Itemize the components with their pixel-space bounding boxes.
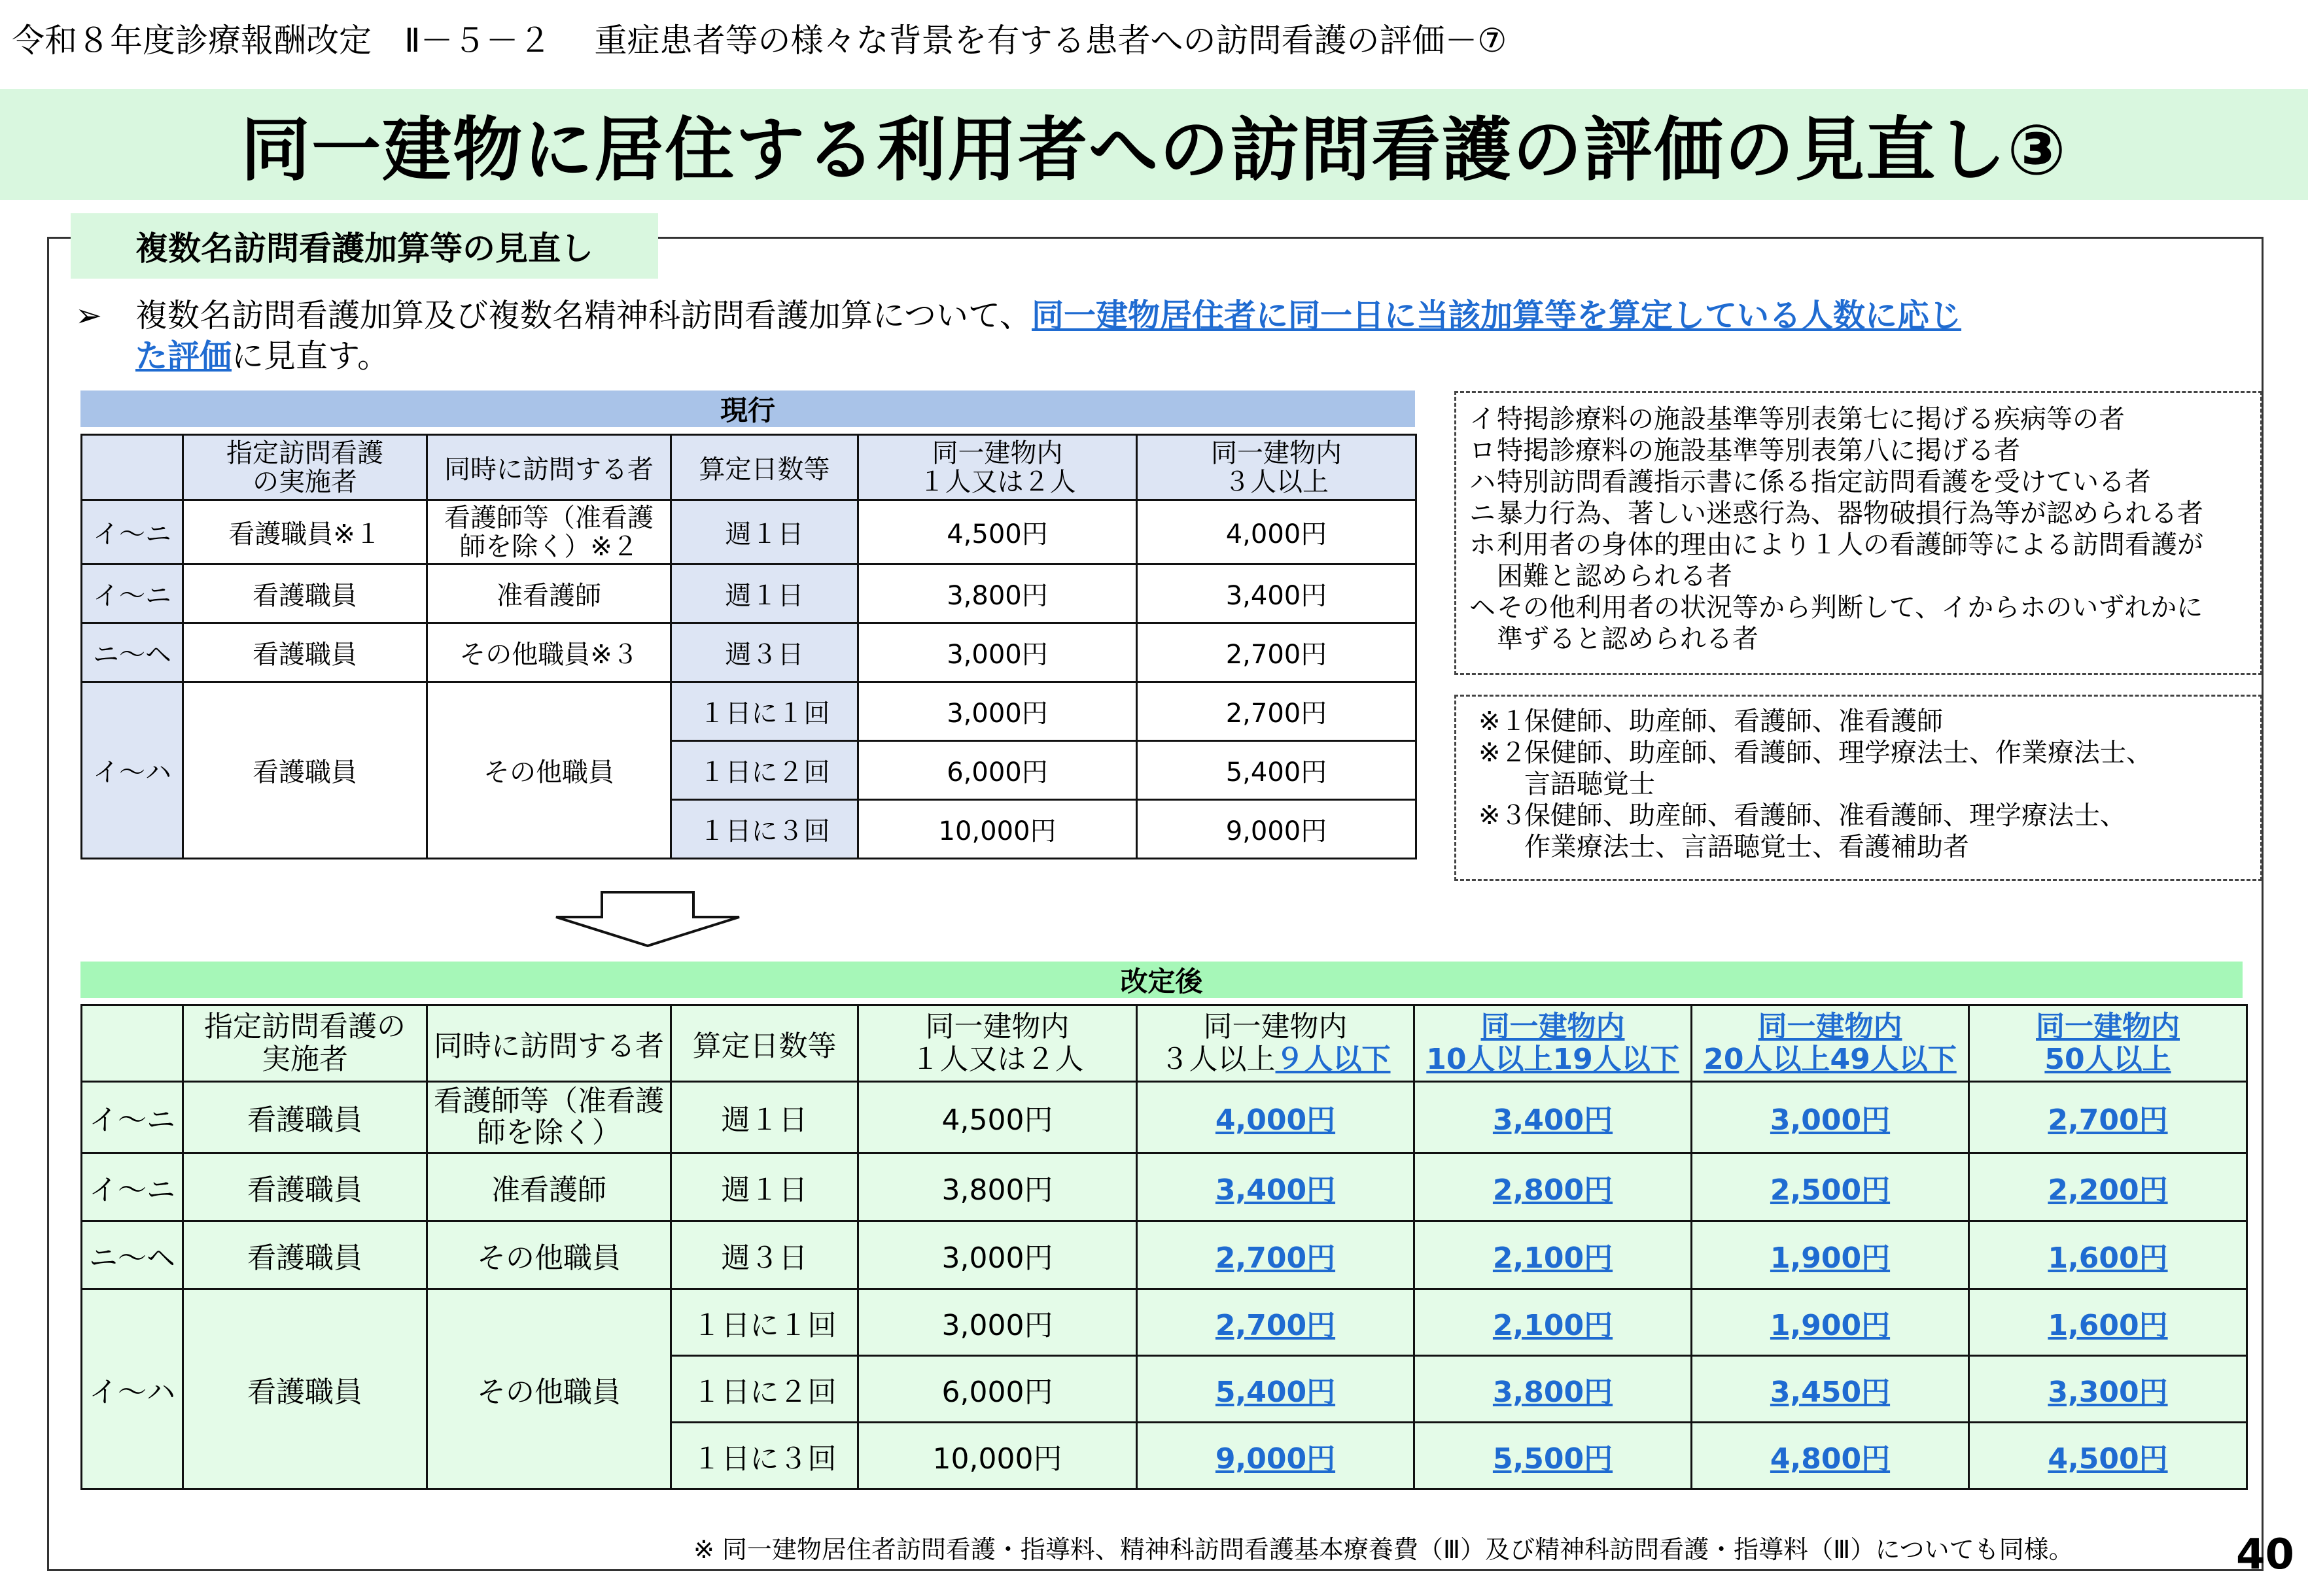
table-row [82,1082,2247,1153]
legend-text: 特掲診療料の施設基準等別表第七に掲げる疾病等の者 [1497,404,2125,434]
page-title: 同一建物に居住する利用者への訪問看護の評価の見直し③ [241,110,2067,190]
fee-cell: 3,400円 [1137,564,1416,623]
fee-cell: 4,500円 [858,500,1137,564]
provider-cell: 看護職員 [183,564,427,623]
header-10-to-19: 同一建物内 10人以上19人以下 [1414,1005,1692,1082]
fee-cell: 2,100円 [1414,1289,1692,1356]
group-cell: イ～ニ [82,1082,183,1153]
group-cell: イ～ハ [82,682,183,859]
table-header-row [82,1005,2247,1082]
companion-cell: その他職員※３ [427,623,671,682]
fee-cell: 10,000円 [858,1423,1137,1489]
staff-note [1456,737,2260,800]
frequency-cell: １日に２回 [671,1356,858,1423]
provider-cell: 看護職員※１ [183,500,427,564]
note-key: ※１ [1478,706,1527,737]
section-label: 複数名訪問看護加算等の見直し [71,213,658,279]
provider-cell: 看護職員 [183,1289,427,1489]
table-row [82,564,1416,623]
frequency-cell: 週３日 [671,1221,858,1289]
companion-cell: 准看護師 [427,1153,671,1221]
group-cell: ニ～ヘ [82,1221,183,1289]
header-9-or-less-emphasis: ９人以下 [1275,1043,1391,1076]
fee-cell: 9,000円 [1137,800,1416,859]
fee-cell: 2,500円 [1692,1153,1969,1221]
page-number: 40 [2236,1531,2295,1579]
header-frequency: 算定日数等 [671,435,858,500]
table-row [82,500,1416,564]
slide-header: 令和８年度診療報酬改定 Ⅱ－５－２ 重症患者等の様々な背景を有する患者への訪問看護の評価－⑦ [12,22,1507,60]
legend-item [1456,466,2260,498]
legend-text: 特掲診療料の施設基準等別表第八に掲げる者 [1497,436,2020,466]
legend-item [1456,529,2260,592]
frequency-cell: １日に３回 [671,800,858,859]
revised-table-caption: 改定後 [80,962,2243,998]
legend-key: ロ [1469,436,1495,466]
header-companion: 同時に訪問する者 [427,1005,671,1082]
header-1-or-2: 同一建物内 １人又は２人 [858,435,1137,500]
legend-key: イ [1469,404,1495,434]
bullet-arrow-icon: ➢ [75,297,103,334]
category-legend-box [1454,391,2262,675]
legend-text: その他利用者の状況等から判断して、イからホのいずれかに 準ずると認められる者 [1497,593,2203,654]
header-3-plus: 同一建物内 ３人以上 [1137,435,1416,500]
fee-cell: 5,400円 [1137,741,1416,800]
legend-item [1456,592,2260,655]
fee-cell: 2,700円 [1137,682,1416,741]
group-cell: ニ～ヘ [82,623,183,682]
legend-item [1456,498,2260,529]
fee-cell: 5,400円 [1137,1356,1414,1423]
legend-text: 利用者の身体的理由により１人の看護師等による訪問看護が 困難と認められる者 [1497,530,2203,591]
staff-note [1456,800,2260,863]
down-arrow-icon [550,890,746,948]
legend-text: 特別訪問看護指示書に係る指定訪問看護を受けている者 [1497,467,2151,497]
frequency-cell: 週１日 [671,500,858,564]
header-provider: 指定訪問看護 の実施者 [183,435,427,500]
frequency-cell: １日に１回 [671,682,858,741]
fee-cell: 2,800円 [1414,1153,1692,1221]
fee-cell: 3,300円 [1969,1356,2247,1423]
lead-emphasis-2: た評価 [135,338,232,375]
fee-cell: 3,800円 [1414,1356,1692,1423]
header-20-to-49: 同一建物内 20人以上49人以下 [1692,1005,1969,1082]
table-header-row [82,435,1416,500]
fee-cell: 6,000円 [858,741,1137,800]
note-key: ※２ [1478,738,1527,768]
lead-paragraph [75,296,2260,377]
fee-cell: 3,000円 [858,1289,1137,1356]
fee-cell: 4,000円 [1137,500,1416,564]
header-cell [82,435,183,500]
fee-cell: 4,500円 [1969,1423,2247,1489]
footnote: ※ 同一建物居住者訪問看護・指導料、精神科訪問看護基本療養費（Ⅲ）及び精神科訪問看護・指導料（Ⅲ）についても同様。 [693,1535,2074,1564]
fee-cell: 2,100円 [1414,1221,1692,1289]
header-3-plus-text: 同一建物内 ３人以上 [1160,1010,1348,1076]
table-row [82,1153,2247,1221]
fee-cell: 1,900円 [1692,1221,1969,1289]
header-1-or-2: 同一建物内 １人又は２人 [858,1005,1137,1082]
companion-cell: 看護師等（准看護 師を除く） [427,1082,671,1153]
current-fee-table [80,434,1417,859]
legend-key: ハ [1469,467,1495,497]
lead-text-after: に見直す。 [232,338,390,375]
legend-item [1456,435,2260,466]
legend-item [1456,404,2260,435]
note-text: 保健師、助産師、看護師、理学療法士、作業療法士、 言語聴覚士 [1524,738,2152,799]
fee-cell: 3,000円 [1692,1082,1969,1153]
fee-cell: 3,450円 [1692,1356,1969,1423]
companion-cell: その他職員 [427,1221,671,1289]
table-row [82,1289,2247,1356]
fee-cell: 3,800円 [858,1153,1137,1221]
table-row [82,682,1416,741]
legend-key: ヘ [1469,593,1495,623]
fee-cell: 3,000円 [858,1221,1137,1289]
frequency-cell: 週１日 [671,1082,858,1153]
table-row [82,1221,2247,1289]
fee-cell: 10,000円 [858,800,1137,859]
lead-text-before: 複数名訪問看護加算及び複数名精神科訪問看護加算について、 [135,297,1032,334]
revised-fee-table [80,1004,2248,1490]
companion-cell: 看護師等（准看護 師を除く）※２ [427,500,671,564]
legend-text: 暴力行為、著しい迷惑行為、器物破損行為等が認められる者 [1497,498,2203,529]
frequency-cell: １日に２回 [671,741,858,800]
lead-emphasis-1: 同一建物居住者に同一日に当該加算等を算定している人数に応じ [1032,297,1962,334]
frequency-cell: 週１日 [671,564,858,623]
fee-cell: 2,700円 [1137,1289,1414,1356]
legend-key: ホ [1469,530,1495,560]
fee-cell: 5,500円 [1414,1423,1692,1489]
header-3-to-9 [1137,1005,1414,1082]
fee-cell: 1,600円 [1969,1289,2247,1356]
fee-cell: 4,000円 [1137,1082,1414,1153]
group-cell: イ～ハ [82,1289,183,1489]
legend-key: ニ [1469,498,1495,529]
fee-cell: 3,800円 [858,564,1137,623]
group-cell: イ～ニ [82,500,183,564]
fee-cell: 4,500円 [858,1082,1137,1153]
provider-cell: 看護職員 [183,1221,427,1289]
group-cell: イ～ニ [82,1153,183,1221]
provider-cell: 看護職員 [183,1082,427,1153]
header-50-plus: 同一建物内 50人以上 [1969,1005,2247,1082]
companion-cell: 准看護師 [427,564,671,623]
note-key: ※３ [1478,801,1527,831]
note-text: 保健師、助産師、看護師、准看護師、理学療法士、 作業療法士、言語聴覚士、看護補助者 [1524,801,2126,862]
fee-cell: 9,000円 [1137,1423,1414,1489]
table-row [82,623,1416,682]
fee-cell: 1,900円 [1692,1289,1969,1356]
header-provider: 指定訪問看護の 実施者 [183,1005,427,1082]
note-text: 保健師、助産師、看護師、准看護師 [1524,706,1943,737]
frequency-cell: 週１日 [671,1153,858,1221]
frequency-cell: １日に３回 [671,1423,858,1489]
companion-cell: その他職員 [427,682,671,859]
current-table-caption: 現行 [80,390,1415,427]
fee-cell: 2,700円 [1137,1221,1414,1289]
fee-cell: 3,400円 [1414,1082,1692,1153]
provider-cell: 看護職員 [183,1153,427,1221]
fee-cell: 2,200円 [1969,1153,2247,1221]
frequency-cell: １日に１回 [671,1289,858,1356]
frequency-cell: 週３日 [671,623,858,682]
staff-note [1456,706,2260,737]
fee-cell: 3,000円 [858,682,1137,741]
staff-notes-box [1454,695,2262,881]
header-cell [82,1005,183,1082]
header-companion: 同時に訪問する者 [427,435,671,500]
fee-cell: 6,000円 [858,1356,1137,1423]
header-frequency: 算定日数等 [671,1005,858,1082]
companion-cell: その他職員 [427,1289,671,1489]
fee-cell: 1,600円 [1969,1221,2247,1289]
fee-cell: 3,000円 [858,623,1137,682]
fee-cell: 2,700円 [1969,1082,2247,1153]
provider-cell: 看護職員 [183,623,427,682]
fee-cell: 2,700円 [1137,623,1416,682]
provider-cell: 看護職員 [183,682,427,859]
fee-cell: 3,400円 [1137,1153,1414,1221]
group-cell: イ～ニ [82,564,183,623]
fee-cell: 4,800円 [1692,1423,1969,1489]
